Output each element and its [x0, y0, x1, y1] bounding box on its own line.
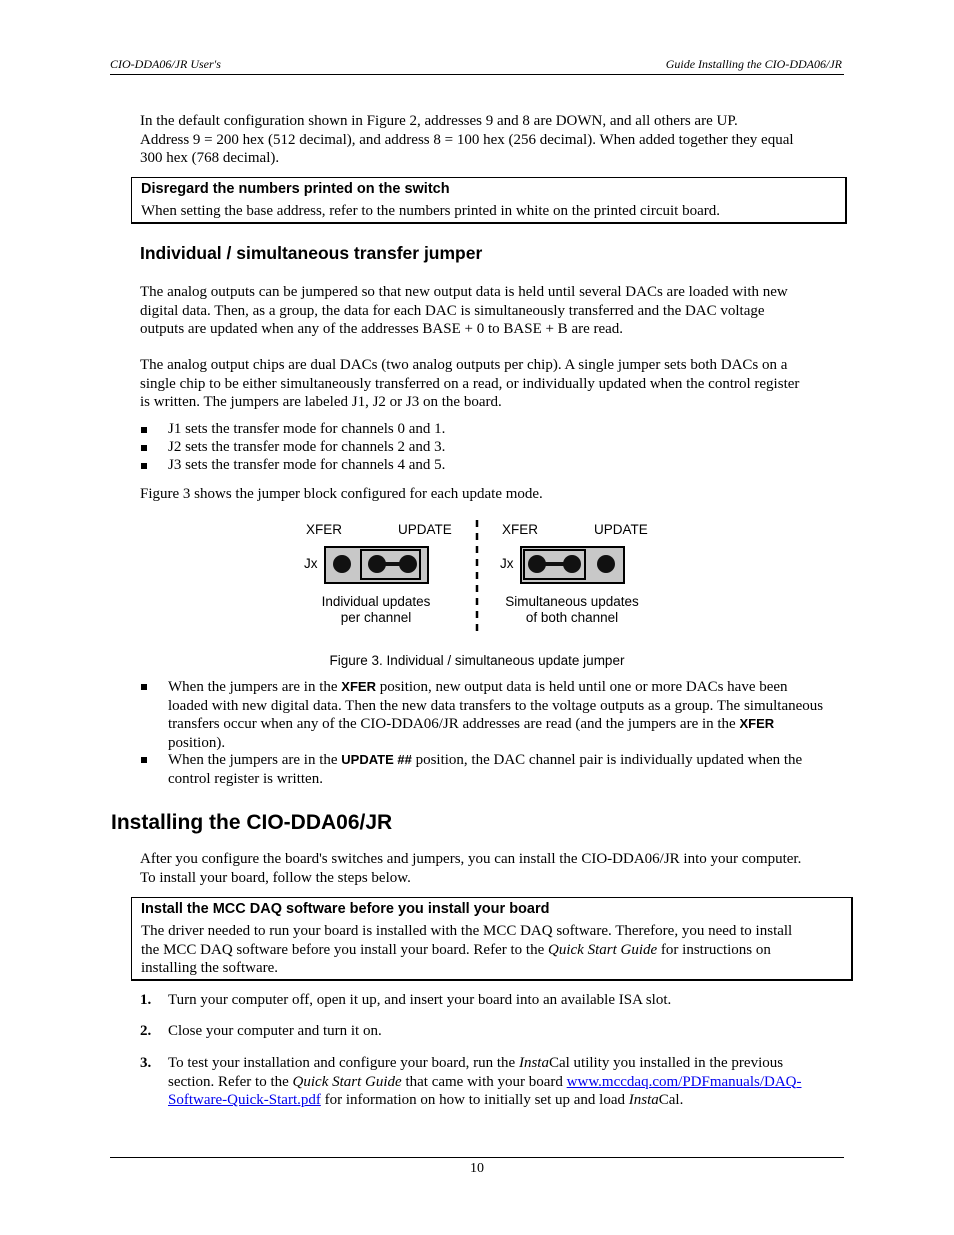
text: position, new output data is held until one or more DACs have been: [375, 679, 788, 695]
text: Cal.: [658, 1092, 684, 1108]
jumper-pin: [333, 555, 351, 573]
section-heading-jumper: Individual / simultaneous transfer jumper: [140, 243, 483, 263]
text-italic: Insta: [518, 1055, 549, 1071]
label-jx: Jx: [500, 556, 514, 571]
install-paragraph: [140, 850, 801, 887]
text: When the jumpers are in the: [168, 752, 342, 768]
text: for information on how to initially set up and load: [320, 1092, 629, 1108]
header-right: Guide Installing the CIO-DDA06/JR: [665, 57, 842, 71]
text: position, the DAC channel pair is individually updated when the: [411, 752, 803, 768]
text: control register is written.: [168, 770, 323, 787]
intro-line: Address 9 = 200 hex (512 decimal), and address 8 = 100 hex (256 decimal). When added together they equal: [140, 131, 794, 148]
paragraph-line: digital data. Then, as a group, the data for each DAC is simultaneously transferred and the DAC voltage: [140, 302, 765, 319]
note-title: Disregard the numbers printed on the switch: [141, 181, 450, 197]
bullet-icon: [141, 684, 147, 690]
jumper-shunt-outline: [523, 549, 586, 580]
step-number: 2.: [140, 1023, 152, 1039]
header-left: CIO-DDA06/JR User's: [110, 57, 221, 71]
keyword-update: UPDATE ##: [341, 752, 412, 767]
bullet-icon: [141, 445, 147, 451]
figure-divider: [474, 520, 480, 635]
jumper-pin: [597, 555, 615, 573]
bullet-icon: [141, 427, 147, 433]
paragraph-line: To install your board, follow the steps below.: [140, 869, 411, 886]
footer-rule: [110, 1157, 844, 1158]
jumper-shunt-outline: [360, 549, 421, 580]
keyword-xfer: XFER: [341, 679, 376, 694]
note-box-switch: [131, 177, 847, 224]
caption-simultaneous-1: Simultaneous updates: [505, 594, 639, 609]
note-line: The driver needed to run your board is installed with the MCC DAQ software. Therefore, you need to install: [141, 923, 793, 939]
step-number: 1.: [140, 992, 152, 1008]
paragraph-line: After you configure the board's switches and jumpers, you can install the CIO-DDA06/JR into your computer.: [140, 851, 802, 867]
label-update: UPDATE: [594, 522, 648, 537]
quick-start-link[interactable]: Software-Quick-Start.pdf: [168, 1092, 321, 1108]
page-number: 10: [470, 1161, 484, 1176]
text: section. Refer to the: [168, 1073, 293, 1090]
figure-reference: Figure 3 shows the jumper block configured for each update mode.: [140, 486, 543, 502]
paragraph-line: is written. The jumpers are labeled J1, J2 or J3 on the board.: [140, 394, 502, 410]
jumper-paragraph-2: [140, 356, 799, 412]
intro-line: 300 hex (768 decimal).: [140, 150, 280, 166]
text: position).: [168, 734, 226, 751]
header-rule: [110, 74, 844, 75]
note-line: installing the software.: [141, 960, 279, 976]
step-text: [168, 1054, 848, 1110]
text: When the jumpers are in the: [168, 679, 342, 695]
text-italic: Insta: [628, 1092, 659, 1108]
note-title: Install the MCC DAQ software before you install your board: [141, 901, 550, 917]
figure-caption: Figure 3. Individual / simultaneous update jumper: [329, 653, 625, 668]
keyword-xfer: XFER: [739, 716, 775, 731]
caption-individual-1: Individual updates: [321, 594, 431, 609]
label-jx: Jx: [304, 556, 318, 571]
list-item-update: [168, 751, 848, 788]
list-item: J2 sets the transfer mode for channels 2 and 3.: [168, 439, 446, 455]
step-number: 3.: [140, 1055, 152, 1071]
bullet-icon: [141, 463, 147, 469]
paragraph-line: The analog output chips are dual DACs (two analog outputs per chip). A single jumper sets both DACs on a: [140, 357, 788, 373]
label-xfer: XFER: [502, 522, 539, 537]
label-update: UPDATE: [398, 522, 452, 537]
list-item: J1 sets the transfer mode for channels 0 and 1.: [168, 421, 446, 437]
note-text: [141, 922, 846, 978]
text: To test your installation and configure your board, run the: [168, 1055, 519, 1071]
caption-individual-2: per channel: [340, 610, 412, 625]
text: transfers occur when any of the CIO-DDA06/JR addresses are read (and the jumpers are in the: [168, 716, 740, 732]
paragraph-line: The analog outputs can be jumpered so that new output data is held until several DACs are loaded with new: [140, 284, 788, 300]
paragraph-line: outputs are updated when any of the addresses BASE + 0 to BASE + B are read.: [140, 321, 624, 337]
step-text: Close your computer and turn it on.: [168, 1023, 382, 1039]
bullet-icon: [141, 757, 147, 763]
quick-start-link[interactable]: www.mccdaq.com/PDFmanuals/DAQ-: [566, 1073, 802, 1090]
text: Cal utility you installed in the previous: [548, 1055, 784, 1071]
label-xfer: XFER: [306, 522, 343, 537]
intro-paragraph: [140, 112, 794, 168]
list-item-xfer: [168, 678, 848, 752]
text: the MCC DAQ software before you install your board. Refer to the: [141, 941, 548, 958]
intro-line: In the default configuration shown in Figure 2, addresses 9 and 8 are DOWN, and all others are UP.: [140, 113, 738, 129]
caption-simultaneous-2: of both channel: [525, 610, 619, 625]
jumper-paragraph-1: [140, 283, 788, 339]
text-italic: Quick Start Guide: [292, 1073, 402, 1090]
paragraph-line: single chip to be either simultaneously transferred on a read, or individually updated when the control register: [140, 375, 800, 392]
note-box-software: [131, 897, 853, 981]
text: for instructions on: [657, 941, 771, 958]
note-text: When setting the base address, refer to the numbers printed in white on the printed circuit board.: [141, 203, 720, 219]
list-item: J3 sets the transfer mode for channels 4 and 5.: [168, 457, 446, 473]
text: that came with your board: [401, 1073, 567, 1090]
section-heading-installing: Installing the CIO-DDA06/JR: [111, 811, 393, 834]
step-text: Turn your computer off, open it up, and insert your board into an available ISA slot.: [168, 992, 672, 1008]
text: loaded with new digital data. Then the new data transfers to the voltage outputs as a group. The simultaneous: [168, 697, 824, 714]
text-italic: Quick Start Guide: [548, 941, 658, 958]
